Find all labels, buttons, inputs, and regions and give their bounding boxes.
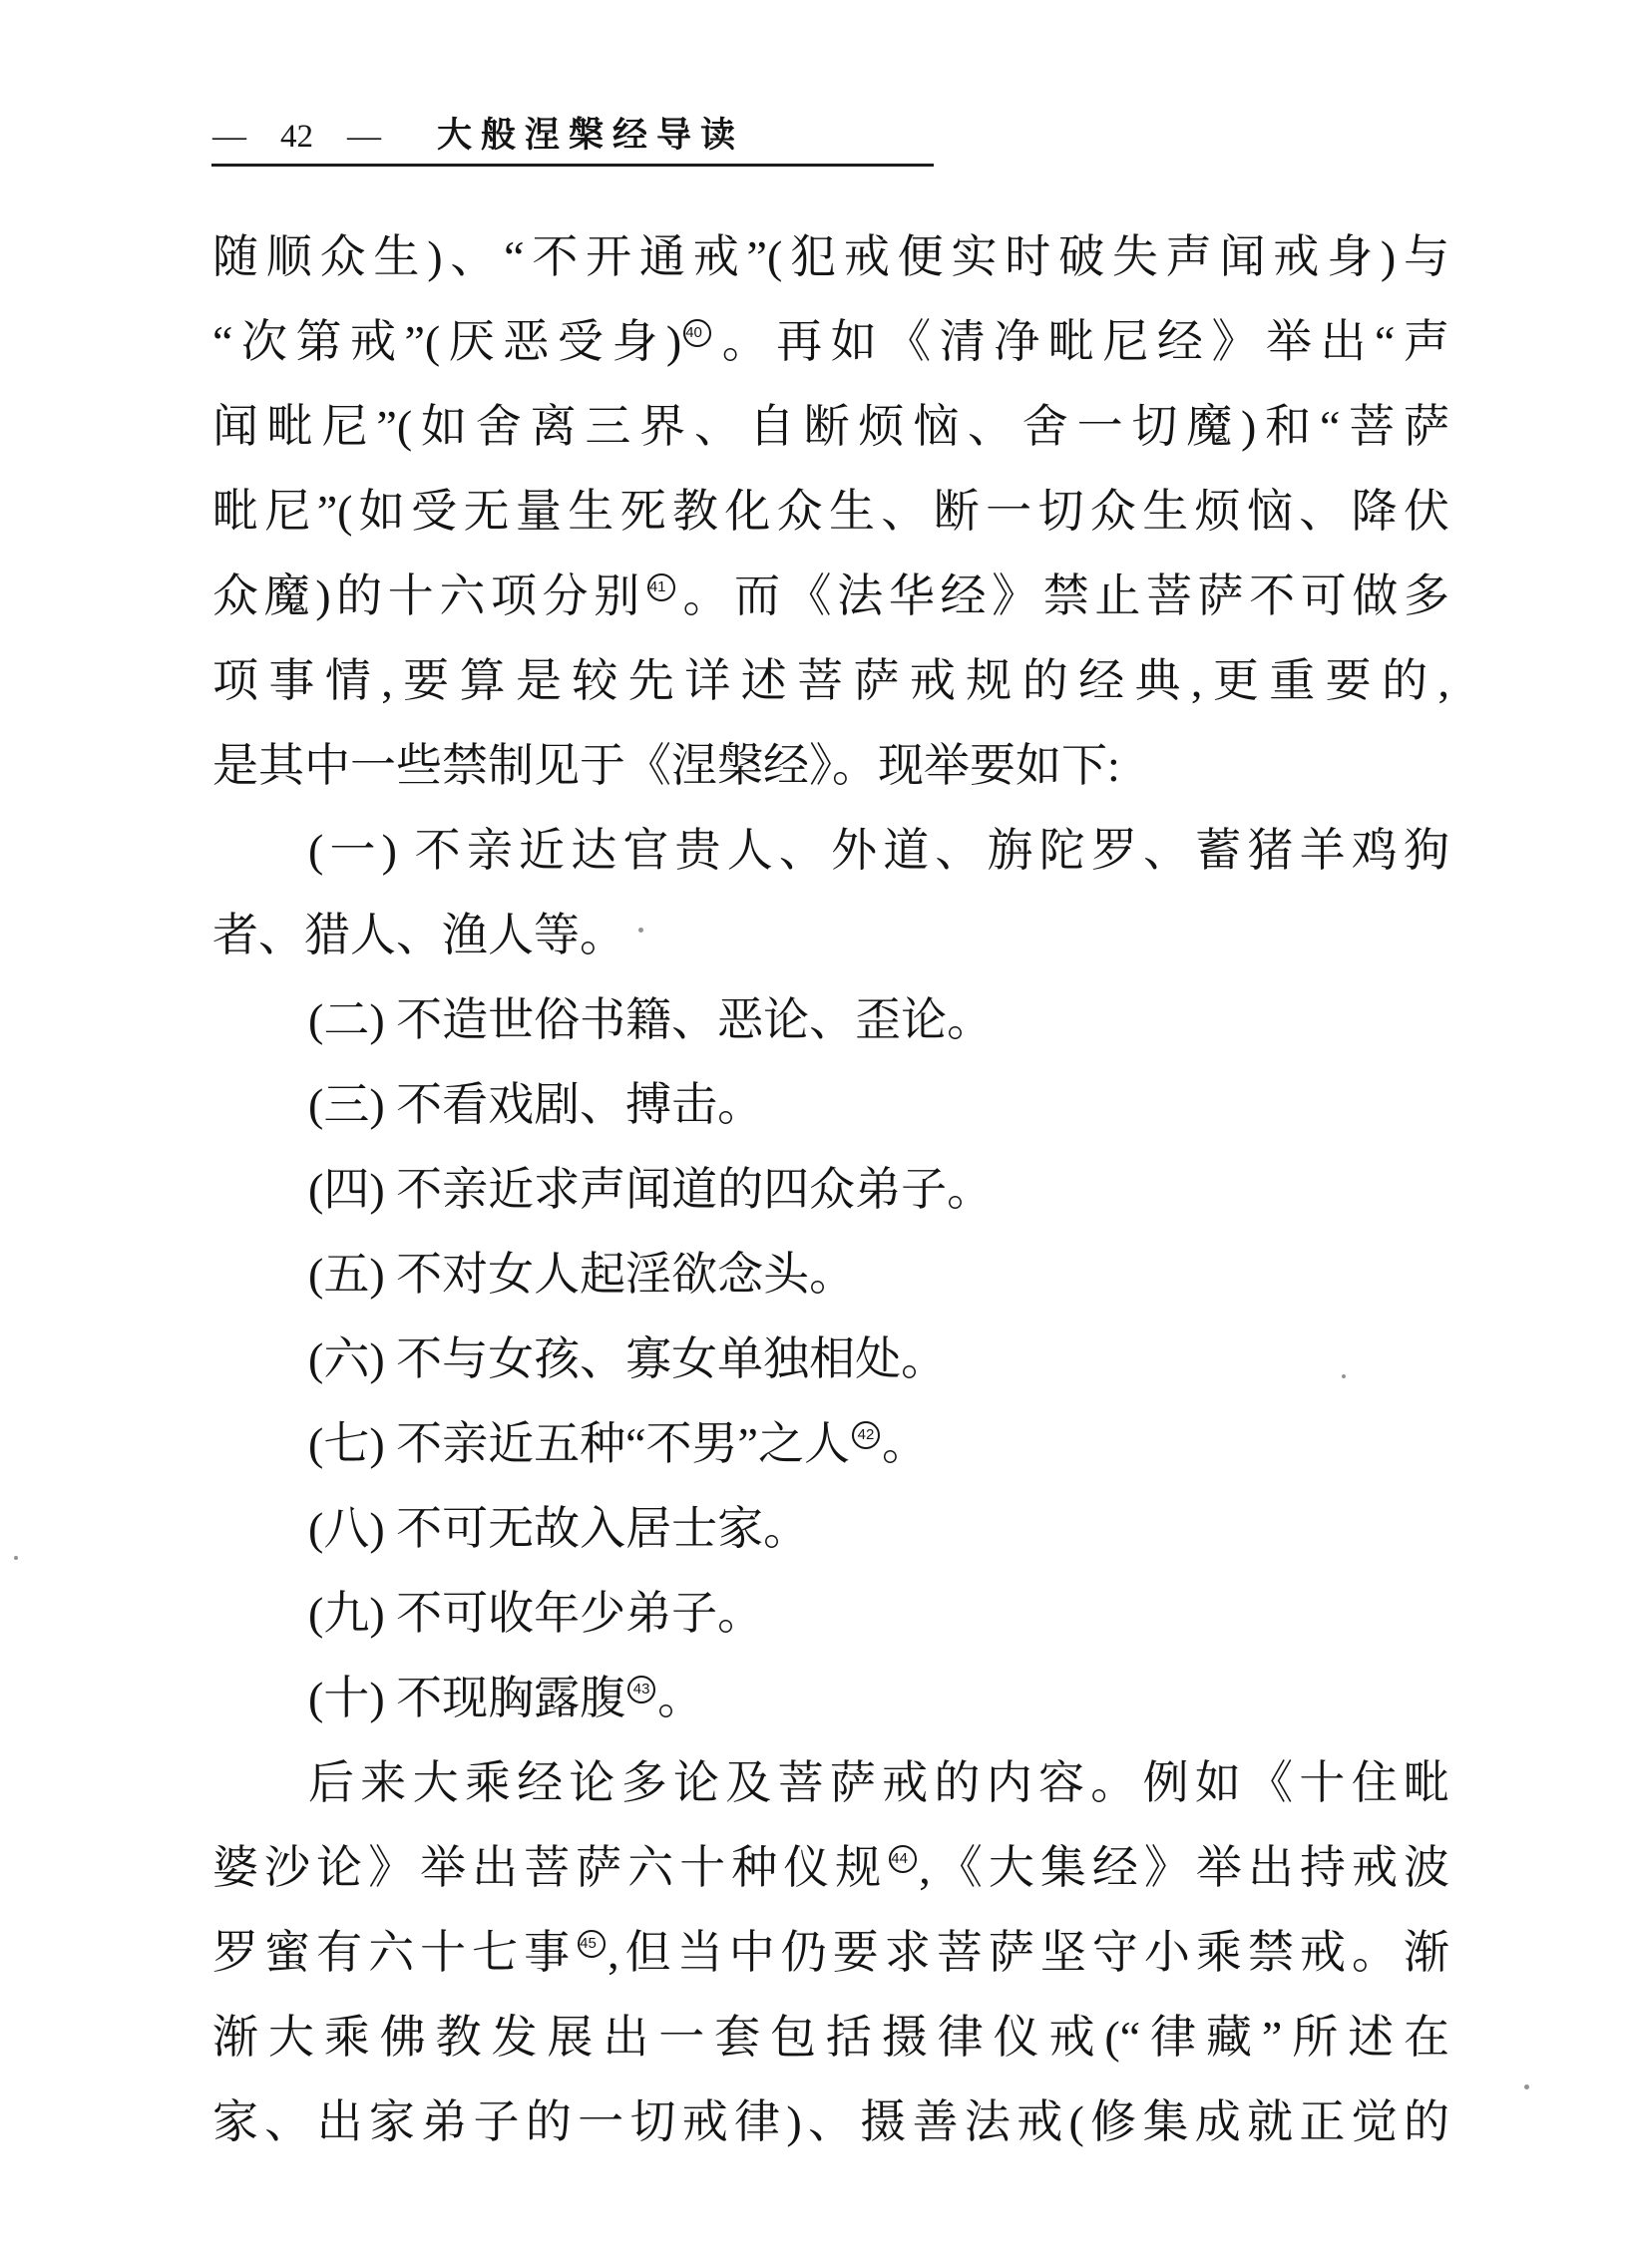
text-line xyxy=(212,1825,1449,1910)
text-line xyxy=(212,299,1449,384)
page-number: 42 xyxy=(280,119,313,155)
line-text: ,但当中仍要求菩萨坚守小乘禁戒。渐 xyxy=(608,1927,1450,1978)
line-text: (八) 不可无故入居士家。 xyxy=(308,1503,810,1554)
list-item xyxy=(212,1486,1449,1571)
line-text: “次第戒”(厌恶受身) xyxy=(212,316,682,367)
line-text: (一) 不亲近达官贵人、外道、旃陀罗、蓄猪羊鸡狗 xyxy=(308,825,1449,876)
line-text: 。 xyxy=(881,1418,928,1469)
text-line xyxy=(212,384,1449,469)
text-line xyxy=(212,638,1449,723)
footnote-ref: 42 xyxy=(852,1421,880,1449)
line-text: 众魔)的十六项分别 xyxy=(212,570,645,621)
line-text: 。而《法华经》禁止菩萨不可做多 xyxy=(676,570,1449,621)
line-text: (三) 不看戏剧、搏击。 xyxy=(308,1079,764,1130)
list-item xyxy=(212,1317,1449,1401)
line-text: 是其中一些禁制见于《涅槃经》。现举要如下: xyxy=(212,740,1120,791)
list-item xyxy=(212,1656,1449,1740)
list-item xyxy=(212,1147,1449,1232)
text-line xyxy=(212,1995,1449,2079)
list-item xyxy=(212,1571,1449,1656)
line-text: (六) 不与女孩、寡女单独相处。 xyxy=(308,1333,948,1384)
line-text: 家、出家弟子的一切戒律)、摄善法戒(修集成就正觉的 xyxy=(212,2096,1449,2147)
line-text: ,《大集经》举出持戒波 xyxy=(919,1842,1450,1893)
list-item xyxy=(212,1401,1449,1486)
text-line xyxy=(212,2079,1449,2164)
line-text: 渐大乘佛教发展出一套包括摄律仪戒(“律藏”所述在 xyxy=(212,2012,1449,2063)
line-text: 。再如《清净毗尼经》举出“声 xyxy=(713,316,1449,367)
scan-speck xyxy=(1524,2084,1529,2089)
line-text: 者、猎人、渔人等。 xyxy=(212,910,625,960)
footnote-ref: 41 xyxy=(647,573,675,601)
text-line xyxy=(212,808,1449,893)
list-item xyxy=(212,977,1449,1062)
line-text: 闻毗尼”(如舍离三界、自断烦恼、舍一切魔)和“菩萨 xyxy=(212,401,1449,452)
list-item xyxy=(212,1232,1449,1317)
line-text: (四) 不亲近求声闻道的四众弟子。 xyxy=(308,1164,994,1215)
header-rule xyxy=(211,164,934,167)
line-text: 。 xyxy=(657,1673,704,1723)
line-text: (十) 不现胸露腹 xyxy=(308,1673,626,1723)
text-line xyxy=(212,214,1449,299)
line-text: 婆沙论》举出菩萨六十种仪规 xyxy=(212,1842,888,1893)
scan-speck xyxy=(1342,1374,1346,1378)
text-line xyxy=(212,723,1449,808)
footnote-ref: 40 xyxy=(683,319,711,347)
text-line xyxy=(212,1910,1449,1995)
footnote-ref: 43 xyxy=(627,1676,655,1703)
line-text: (五) 不对女人起淫欲念头。 xyxy=(308,1249,856,1300)
text-line xyxy=(212,554,1449,638)
footnote-ref: 45 xyxy=(578,1930,606,1958)
list-item xyxy=(212,1062,1449,1147)
line-text: 项事情,要算是较先详述菩萨戒规的经典,更重要的, xyxy=(212,655,1449,706)
header-dash-right: — xyxy=(347,118,381,155)
header-dash-left: — xyxy=(212,118,246,155)
page-body xyxy=(212,214,1449,2164)
text-line xyxy=(212,1740,1449,1825)
text-line xyxy=(212,469,1449,554)
line-text: (二) 不造世俗书籍、恶论、歪论。 xyxy=(308,994,994,1045)
line-text: 随顺众生)、“不开通戒”(犯戒便实时破失声闻戒身)与 xyxy=(212,231,1449,282)
line-text: (九) 不可收年少弟子。 xyxy=(308,1588,764,1639)
line-text: 毗尼”(如受无量生死教化众生、断一切众生烦恼、降伏 xyxy=(212,486,1449,537)
line-text: (七) 不亲近五种“不男”之人 xyxy=(308,1418,850,1469)
text-line xyxy=(212,893,1449,977)
line-text: 罗蜜有六十七事 xyxy=(212,1927,577,1978)
book-title: 大般涅槃经导读 xyxy=(437,116,745,155)
page-header xyxy=(212,116,1449,157)
line-text: 后来大乘经论多论及菩萨戒的内容。例如《十住毗 xyxy=(308,1757,1449,1808)
scan-speck xyxy=(638,928,643,933)
scan-speck xyxy=(14,1556,18,1560)
footnote-ref: 44 xyxy=(889,1845,917,1873)
